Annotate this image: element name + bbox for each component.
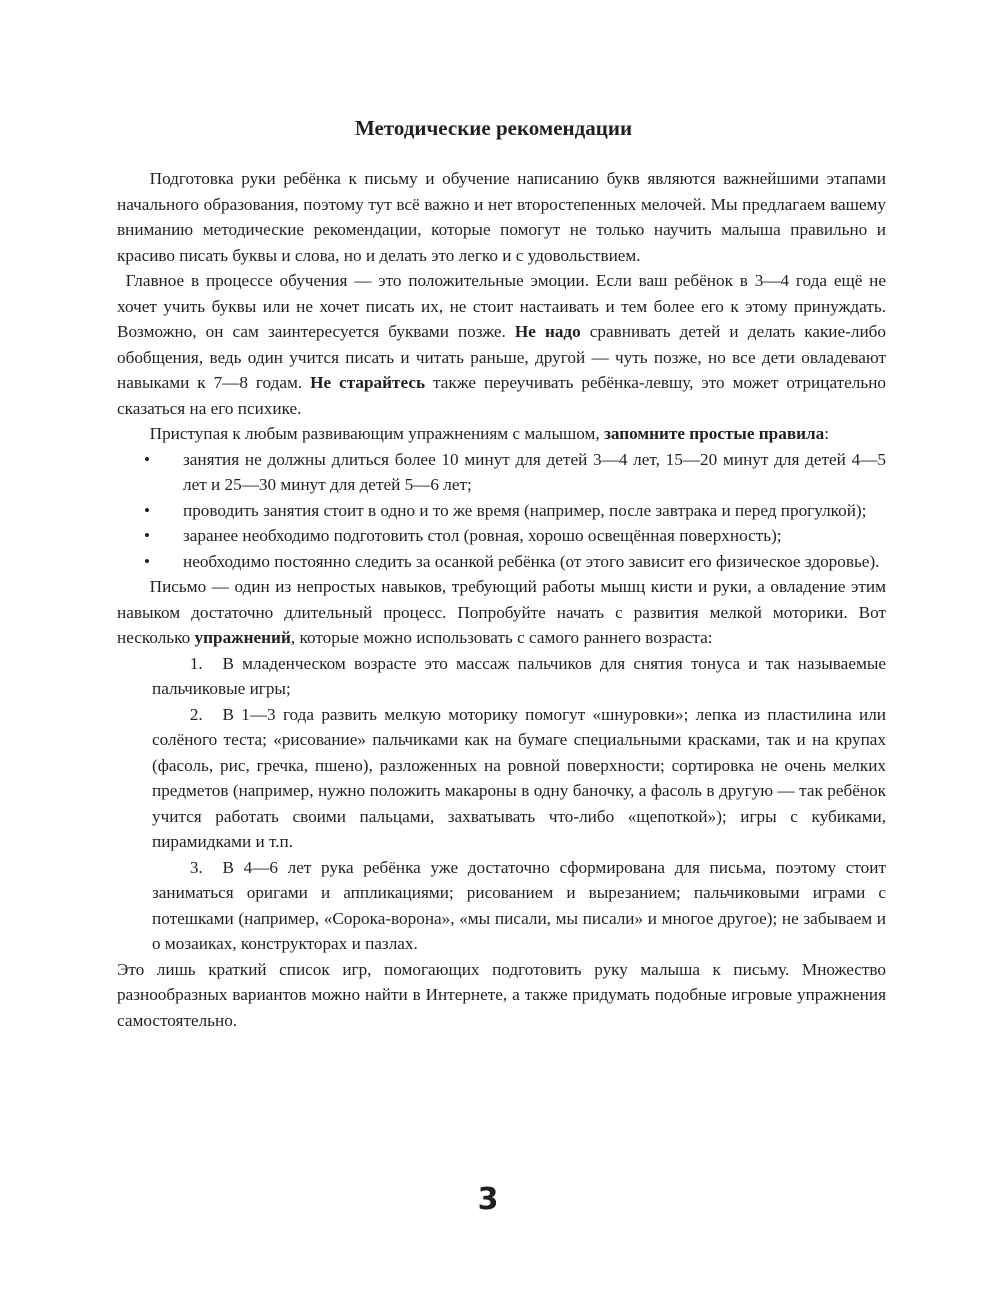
emphasis-exercises: упражнений [194, 628, 291, 647]
list-item-text: В младенческом возрасте это массаж пальчиков для снятия тонуса и так называемые пальчиковые игры; [152, 653, 886, 698]
list-item [144, 549, 886, 575]
text-run: Приступая к любым развивающим упражнениям с малышом, [149, 424, 604, 443]
page-number: 3 [477, 1182, 499, 1217]
list-item [152, 855, 886, 957]
list-item-text: необходимо постоянно следить за осанкой ребёнка (от этого зависит его физическое здоровье). [183, 551, 880, 571]
list-item-text: В 1—3 года развить мелкую моторику помогут «шнуровки»; лепка из пластилина или солёного теста; «рисование» пальчиками как на бумаге специальными красками, так и на крупах (фасоль, рис, гречка, пшено), разложенных на ровной поверхности; сортировка не очень мелких предметов (например, нужно положить макароны в одну баночку, а фасоль в другую — так ребёнок учится работать своими пальцами, захватывать что-либо «щепоткой»); игры с кубиками, пирамидками и т.п. [152, 704, 886, 851]
text-run: также переучивать ребёнка-левшу, это может отрицательно сказаться на его психике. [117, 373, 886, 418]
list-item [152, 651, 886, 702]
list-item [144, 498, 886, 524]
paragraph-intro: Подготовка руки ребёнка к письму и обучение написанию букв являются важнейшими этапами начального образования, поэтому тут всё важно и нет второстепенных мелочей. Мы предлагаем вашему вниманию методические рекомендации, которые помогут не только научить малыша правильно и красиво писать буквы и слова, но и делать это легко и с удовольствием. [117, 169, 886, 265]
list-number: 2. [189, 704, 203, 724]
text-run: сравнивать детей и делать какие-либо обобщения, ведь один учится писать и читать раньше, другой — чуть позже, но все дети овладевают навыками к 7—8 годам. [117, 322, 886, 392]
bullet-marker: • [144, 551, 151, 571]
text-run: , которые можно использовать с самого раннего возраста: [290, 628, 713, 647]
bullet-marker: • [144, 500, 151, 520]
text-run: Письмо — один из непростых навыков, требующий работы мышц кисти и руки, а овладение этим навыком достаточно длительный процесс. Попробуйте начать с развития мелкой моторики. Вот несколько [117, 577, 886, 647]
emphasis-rules: запомните простые правила [603, 424, 825, 443]
bullet-marker: • [144, 526, 151, 545]
list-item-text: проводить занятия стоит в одно и то же время (например, после завтрака и перед прогулкой); [183, 500, 867, 520]
list-item-text: В 4—6 лет рука ребёнка уже достаточно сформирована для письма, поэтому стоит заниматься оригами и аппликациями; рисованием и вырезанием; пальчиковыми играми с потешками (например, «Сорока-ворона», «мы писали, мы писали» и многое другое); не забываем и о мозаиках, конструкторах и пазлах. [152, 857, 886, 953]
page-title: Методические рекомендации [354, 116, 633, 140]
paragraph-writing [117, 574, 886, 651]
list-item-text: занятия не должны длиться более 10 минут для детей 3—4 лет, 15—20 минут для детей 4—5 лет и 25—30 минут для детей 5—6 лет; [183, 449, 886, 494]
body-text [117, 166, 886, 1033]
paragraph-rules-intro [117, 421, 886, 447]
emphasis-ne-staraytes: Не старайтесь [310, 373, 426, 392]
list-number: 3. [189, 857, 203, 877]
bullet-marker: • [144, 449, 151, 469]
exercises-list [117, 651, 886, 957]
list-item [152, 702, 886, 855]
text-run: : [824, 424, 830, 443]
list-number: 1. [189, 653, 203, 673]
paragraph-conclusion: Это лишь краткий список игр, помогающих подготовить руку малыша к письму. Множество разнообразных вариантов можно найти в Интернете, а также придумать подобные игровые упражнения самостоятельно. [117, 959, 886, 1030]
list-item-text: заранее необходимо подготовить стол (ровная, хорошо освещённая поверхность); [183, 526, 782, 545]
list-item [144, 447, 886, 498]
list-item [144, 523, 886, 549]
rules-list [117, 447, 886, 575]
text-run: Главное в процессе обучения — это положительные эмоции. Если ваш ребёнок в 3—4 года ещё не хочет учить буквы или не хочет писать их, не стоит настаивать и тем более его к этому принуждать. Возможно, он сам заинтересуется буквами позже. [117, 271, 886, 341]
emphasis-ne-nado: Не надо [514, 322, 581, 341]
paragraph-emotions [117, 268, 886, 421]
